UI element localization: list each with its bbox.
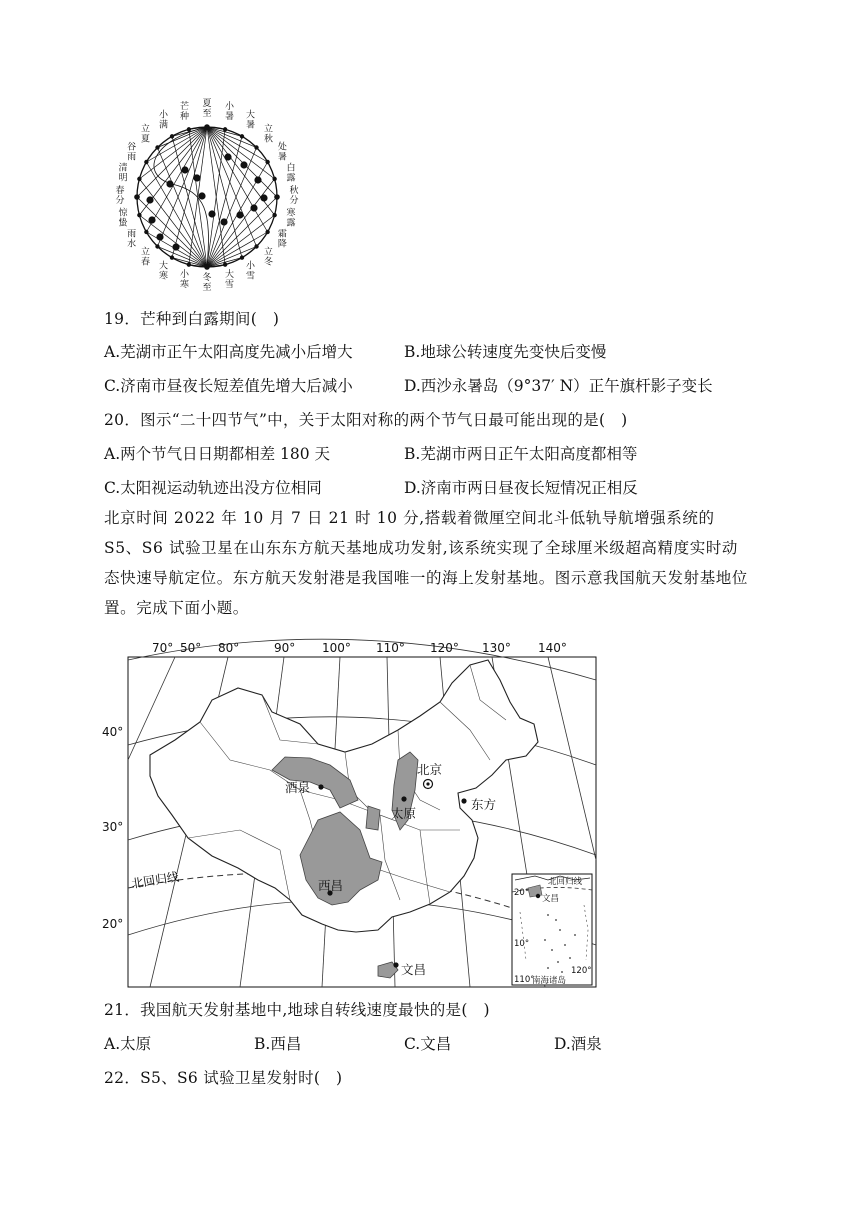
dongfang-label: 东方	[471, 797, 497, 812]
tropic-label: 北回归线	[130, 869, 180, 891]
solar-term-node	[223, 262, 227, 266]
solar-terms-figure	[105, 99, 305, 293]
q20-option-c[interactable]: C.太阳视运动轨迹出没方位相同	[104, 479, 322, 497]
solar-term-chord	[207, 232, 268, 267]
solar-term-label: 小雪	[245, 261, 256, 282]
solar-term-dot	[224, 153, 231, 160]
solar-term-node	[144, 230, 148, 234]
solar-term-node	[137, 177, 141, 181]
solar-term-label: 谷雨	[127, 142, 137, 163]
solar-term-label: 寒露	[286, 208, 296, 229]
solar-term-dot	[181, 166, 188, 173]
solar-term-node	[204, 124, 210, 130]
dongfang-marker	[461, 798, 466, 803]
solar-term-chord	[146, 127, 207, 162]
lon-label-130: 130°	[482, 641, 511, 655]
jiuquan-marker	[318, 784, 323, 789]
q19-option-a[interactable]: A.芜湖市正午太阳高度先减小后增大	[104, 343, 353, 361]
solar-term-dot	[148, 216, 155, 223]
lat-label-30: 30°	[102, 820, 124, 834]
solar-term-label: 霜降	[277, 229, 287, 250]
solar-term-label: 白露	[286, 163, 296, 184]
question-22-stem: 22．S5、S6 试验卫星发射时( )	[104, 1069, 343, 1087]
q21-option-c[interactable]: C.文昌	[404, 1035, 452, 1053]
q19-option-b[interactable]: B.地球公转速度先变快后变慢	[404, 343, 607, 361]
solar-term-node	[223, 127, 227, 131]
solar-term-node	[155, 244, 159, 248]
solar-term-dot	[146, 196, 153, 203]
passage-text: 北京时间 2022 年 10 月 7 日 21 时 10 分,搭载着微厘空间北斗低轨导航增强系统的 S5、S6 试验卫星在山东东方航天基地成功发射,该系统实现了全球厘米级超高精度实时动态快速导航定位。东方航天发射港是我国唯一的海上发射基地。图示意我国航天发射基地位置。完成下面小题。	[104, 509, 749, 617]
solar-term-label: 芒种	[179, 101, 189, 122]
inset-wenchang-label: 文昌	[542, 894, 560, 904]
lon-label-140: 140°	[538, 641, 567, 655]
south-china-sea-inset	[512, 874, 592, 986]
inset-wenchang-marker	[536, 894, 540, 898]
solar-term-dots	[134, 124, 280, 270]
solar-term-chord	[172, 127, 207, 258]
solar-term-label: 立春	[140, 247, 150, 268]
solar-term-label: 大雪	[225, 270, 235, 291]
solar-term-label: 冬至	[202, 273, 212, 293]
launch-sites-map	[100, 636, 600, 991]
wenchang-marker	[393, 962, 398, 967]
q20-option-d[interactable]: D.济南市两日昼夜长短情况正相反	[404, 479, 638, 497]
solar-term-chord	[207, 127, 242, 258]
q20-option-b[interactable]: B.芜湖市两日正午太阳高度都相等	[404, 445, 638, 463]
solar-term-dot	[260, 194, 267, 201]
solar-term-node	[137, 213, 141, 217]
question-19-stem: 19．芒种到白露期间( )	[104, 310, 280, 328]
beijing-marker-center	[426, 782, 429, 785]
lon-label-100: 100°	[322, 641, 351, 655]
solar-term-dot	[172, 243, 179, 250]
lat-label-20: 20°	[102, 917, 124, 931]
solar-term-label: 惊蛰	[118, 208, 128, 229]
lon-label-120: 120°	[430, 641, 459, 655]
solar-term-dot	[198, 192, 205, 199]
solar-term-dot	[166, 180, 173, 187]
solar-term-label: 夏至	[202, 99, 212, 119]
inset-lon-110: 110°	[514, 975, 535, 985]
solar-term-node	[272, 177, 276, 181]
taiyuan-marker	[401, 796, 406, 801]
solar-term-label: 处暑	[277, 142, 287, 163]
solar-term-node	[240, 134, 244, 138]
solar-term-node	[274, 194, 280, 200]
lon-label-110: 110°	[376, 641, 405, 655]
solar-term-dot	[220, 218, 227, 225]
solar-term-label: 春分	[115, 186, 125, 206]
solar-term-chord	[207, 127, 268, 162]
inset-caption: 南海诸岛	[532, 976, 567, 986]
taiyuan-label: 太原	[391, 806, 417, 821]
solar-term-node	[170, 255, 174, 259]
solar-term-label: 雨水	[127, 229, 137, 250]
lon-label-70: 70°	[152, 641, 174, 655]
solar-term-node	[144, 160, 148, 164]
solar-term-node	[254, 145, 258, 149]
lon-label-90: 90°	[274, 641, 296, 655]
solar-term-label: 秋分	[289, 186, 299, 206]
solar-term-node	[265, 230, 269, 234]
solar-term-node	[204, 264, 210, 270]
solar-term-dot	[250, 204, 257, 211]
solar-term-node	[272, 213, 276, 217]
q20-option-a[interactable]: A.两个节气日日期都相差 180 天	[104, 445, 331, 463]
q19-option-c[interactable]: C.济南市昼夜长短差值先增大后减小	[104, 377, 353, 395]
q21-option-d[interactable]: D.酒泉	[554, 1035, 602, 1053]
solar-term-dot	[156, 233, 163, 240]
solar-term-chord	[207, 136, 242, 267]
lon-label-50: 50°	[180, 641, 202, 655]
solar-term-chord	[207, 148, 256, 267]
xichang-label: 西昌	[318, 878, 344, 893]
solar-term-node	[170, 134, 174, 138]
solar-term-node	[187, 262, 191, 266]
q21-option-a[interactable]: A.太原	[104, 1035, 152, 1053]
solar-term-dot	[208, 210, 215, 217]
q19-option-d[interactable]: D.西沙永暑岛（9°37′ N）正午旗杆影子变长	[404, 377, 713, 395]
solar-term-node	[134, 194, 140, 200]
solar-term-node	[155, 145, 159, 149]
solar-term-dot	[240, 161, 247, 168]
inset-lat-10: 10°	[514, 939, 530, 949]
q21-option-b[interactable]: B.西昌	[254, 1035, 302, 1053]
solar-term-label: 小满	[158, 110, 169, 131]
solar-term-node	[254, 244, 258, 248]
solar-term-node	[187, 127, 191, 131]
wenchang-label: 文昌	[401, 962, 427, 977]
ningxia-region	[366, 806, 380, 830]
inset-tropic-label: 北回归线	[548, 877, 583, 887]
solar-term-dot	[193, 174, 200, 181]
inset-lat-20: 20°	[514, 888, 530, 898]
solar-term-label: 小寒	[179, 270, 189, 291]
solar-term-node	[240, 255, 244, 259]
solar-term-label: 大暑	[245, 110, 256, 131]
solar-term-dot	[236, 211, 243, 218]
solar-term-label: 小暑	[225, 101, 235, 122]
solar-term-label: 立冬	[264, 247, 274, 268]
solar-term-dot	[254, 176, 261, 183]
lat-label-40: 40°	[102, 725, 124, 739]
lon-label-80: 80°	[218, 641, 240, 655]
jiuquan-label: 酒泉	[285, 780, 311, 795]
solar-term-node	[265, 160, 269, 164]
solar-term-label: 大寒	[158, 261, 169, 282]
inset-lon-120: 120°	[571, 966, 592, 976]
solar-term-label: 立夏	[140, 124, 150, 145]
question-21-stem: 21．我国航天发射基地中,地球自转线速度最快的是( )	[104, 1001, 490, 1019]
beijing-label: 北京	[417, 762, 443, 777]
solar-term-chord	[158, 148, 207, 267]
question-20-stem: 20．图示“二十四节气”中，关于太阳对称的两个节气日最可能出现的是( )	[104, 411, 628, 429]
solar-term-label: 清明	[118, 163, 128, 184]
solar-term-chord	[207, 127, 256, 246]
solar-term-label: 立秋	[264, 124, 274, 145]
